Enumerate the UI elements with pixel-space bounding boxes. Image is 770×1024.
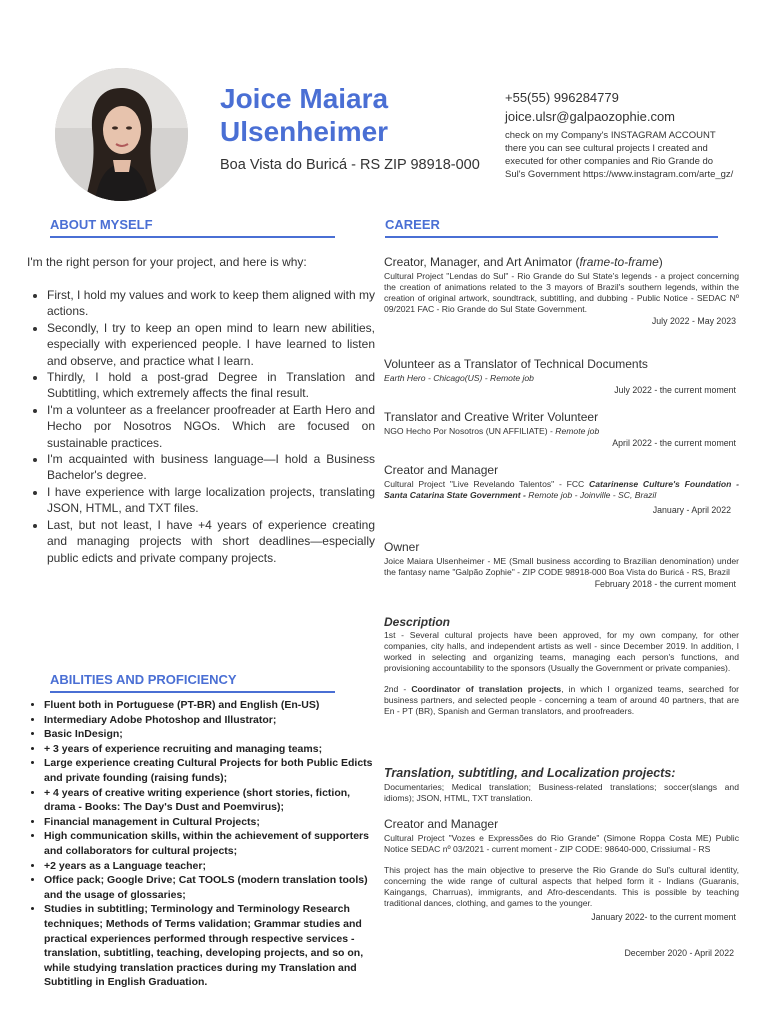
translation-block	[384, 766, 739, 804]
job-description: Joice Maiara Ulsenheimer - ME (Small business according to Brazilian denomination) under the fantasy name "Galpão Zophie" - ZIP CODE 98918-000 Boa Vista do Buricá - RS, Brazil	[384, 556, 739, 577]
job-entry-3	[384, 410, 739, 449]
profile-photo	[55, 68, 188, 201]
job-date: July 2022 - May 2023	[651, 316, 736, 326]
job-title-italic: frame-to-frame	[579, 255, 659, 269]
about-item: • Secondly, I try to keep an open mind to learn new abilities, especially with experienced people. I have learned to listen and observe, and practice what I learn.	[47, 320, 375, 369]
job-entry-1	[384, 255, 739, 327]
career-heading: CAREER	[385, 217, 440, 232]
about-item: • I'm acquainted with business language—I hold a Business Bachelor's degree.	[47, 451, 375, 484]
ability-item: • Basic InDesign;	[44, 727, 376, 742]
about-item: • Last, but not least, I have +4 years of experience creating and managing projects with short deadlines—especially public edicts and private company projects.	[47, 517, 375, 566]
ability-item: • Financial management in Cultural Projects;	[44, 815, 376, 830]
person-name: Joice Maiara Ulsenheimer	[220, 83, 389, 147]
job-title-end: )	[658, 255, 663, 269]
job-title: Creator and Manager	[384, 463, 499, 477]
job-entry-5	[384, 540, 739, 590]
about-item: • Thirdly, I hold a post-grad Degree in Translation and Subtitling, which extremely affects the final result.	[47, 369, 375, 402]
job-description-2: This project has the main objective to preserve the Rio Grande do Sul's cultural identity, concerning the wide range of cultural aspects that helped form it - Indians (Guaranis, Kaingangs, Charruas), immigrants, and Afro-descendants. This is possible by teaching traditional dances, clothing, and games to the younger.	[384, 865, 739, 908]
job-title: Owner	[384, 540, 420, 554]
about-item: • I'm a volunteer as a freelancer proofreader at Earth Hero and Hecho por Nosotros NGOs. Which are focused on sustainable practices.	[47, 402, 375, 451]
job-entry-4	[384, 463, 739, 516]
contact-block	[505, 88, 735, 181]
ability-item: • Intermediary Adobe Photoshop and Illustrator;	[44, 713, 376, 728]
ability-item: • + 3 years of experience recruiting and managing teams;	[44, 742, 376, 757]
ability-item: • High communication skills, within the achievement of supporters and collaborators for cultural projects;	[44, 829, 376, 858]
job-title: Volunteer as a Translator of Technical Documents	[384, 357, 648, 371]
ability-item: • Studies in subtitling; Terminology and Terminology Research techniques; Methods of Terms validation; Grammar studies and practical experiences performed through respective services - translation, subtitling, teaching, developing projects, and so on, while studying translation practices during my Translation and Subtitling in English Graduation.	[44, 902, 376, 990]
job-description: Cultural Project "Vozes e Expressões do Rio Grande" (Simone Roppa Costa ME) Public Notice SEDAC nº 03/2021 - current moment - ZIP CODE: 98640-000, Crissiumal - RS	[384, 833, 739, 854]
job-date: January - April 2022	[652, 505, 731, 515]
job-title: Translator and Creative Writer Volunteer	[384, 410, 599, 424]
job-description	[384, 426, 739, 437]
about-rule	[50, 236, 335, 238]
about-intro: I'm the right person for your project, and here is why:	[27, 255, 307, 269]
job-description: Cultural Project "Lendas do Sul" - Rio Grande do Sul State's legends - a project concerning the creation of animations related to the 3 mayors of Brazil's southern legends, within the creation of original artwork, soundtrack, subtitling, and dubbing - Public Notice - SEDAC Nº 09/2021 FAC - Rio Grande do Sul State Government.	[384, 271, 739, 314]
job-title-text: Creator, Manager, and Art Animator (	[384, 255, 580, 269]
job-title	[384, 255, 739, 270]
ability-item: • Office pack; Google Drive; Cat TOOLS (modern translation tools) and the usage of glossaries;	[44, 873, 376, 902]
about-item: • I have experience with large localization projects, translating JSON, HTML, and TXT files.	[47, 484, 375, 517]
abilities-rule	[50, 691, 335, 693]
description-heading: Description	[384, 615, 451, 629]
job-date: April 2022 - the current moment	[612, 438, 736, 448]
job-description-org: Catarinense Culture's Foundation - Santa Catarina State Government -	[384, 479, 739, 500]
ability-item: • Fluent both in Portuguese (PT-BR) and English (En-US)	[44, 698, 376, 713]
abilities-heading: ABILITIES AND PROFICIENCY	[50, 672, 237, 687]
about-list	[27, 287, 375, 566]
job-description: Earth Hero - Chicago(US) - Remote job	[384, 373, 534, 383]
profile-portrait	[55, 68, 188, 201]
about-heading: ABOUT MYSELF	[50, 217, 153, 232]
description-p2-prefix: 2nd -	[384, 684, 412, 694]
job-description-text: NGO Hecho Por Nosotros (UN AFFILIATE) -	[384, 426, 556, 436]
address: Boa Vista do Buricá - RS ZIP 98918-000	[220, 157, 480, 173]
phone-number: +55(55) 996284779	[505, 90, 619, 105]
ability-item: • + 4 years of creative writing experience (short stories, fiction, drama - Books: The Day's Dust and Poemvirus);	[44, 786, 376, 815]
ability-item: • Large experience creating Cultural Projects for both Public Edicts and private founding (raising funds);	[44, 756, 376, 785]
description-paragraph-1: 1st - Several cultural projects have been approved, for my own company, for other companies, city halls, and independent artists as well - since December 2019. In addition, I worked in selecting and organizing teams, managing each person's functions, and provisioning accountability to the sponsors (Usually the Government or private companies).	[384, 630, 739, 673]
job-date: July 2022 - the current moment	[614, 385, 736, 395]
about-item: • First, I hold my values and work to keep them aligned with my actions.	[47, 287, 375, 320]
job-date-2: December 2020 - April 2022	[624, 948, 734, 958]
description-p2-bold: Coordinator of translation projects	[411, 684, 562, 694]
description-block	[384, 615, 739, 717]
email-address[interactable]: joice.ulsr@galpaozophie.com	[505, 109, 676, 124]
ability-item: • +2 years as a Language teacher;	[44, 859, 376, 874]
job-description-text: Cultural Project "Live Revelando Talentos" - FCC	[384, 479, 589, 489]
job-description-location: Remote job - Joinville - SC, Brazil	[528, 490, 657, 500]
description-p2-rest: , in which I organized teams, searched for business partners, and selected people - concerning a team of around 40 partners, that are En - PT (BR), Spanish and German translators, and proofreaders.	[384, 684, 739, 716]
job-entry-6	[384, 817, 739, 959]
job-date: January 2022- to the current moment	[591, 912, 736, 922]
job-description-italic: Remote job	[555, 426, 600, 436]
translation-text: Documentaries; Medical translation; Business-related translations; soccer(slangs and idioms); JSON, HTML, TXT translation.	[384, 782, 739, 803]
job-description	[384, 479, 739, 501]
instagram-note: check on my Company's INSTAGRAM ACCOUNT there you can see cultural projects I created and executed for other companies and Rio Grande do Sul's Government https://www.instagram.com/arte_gz/	[505, 130, 734, 180]
abilities-list	[24, 698, 376, 990]
career-rule	[385, 236, 718, 238]
job-title: Creator and Manager	[384, 817, 499, 831]
description-paragraph-2	[384, 684, 739, 717]
translation-heading: Translation, subtitling, and Localization projects:	[384, 766, 676, 780]
job-entry-2	[384, 357, 739, 396]
job-date: February 2018 - the current moment	[594, 579, 736, 589]
